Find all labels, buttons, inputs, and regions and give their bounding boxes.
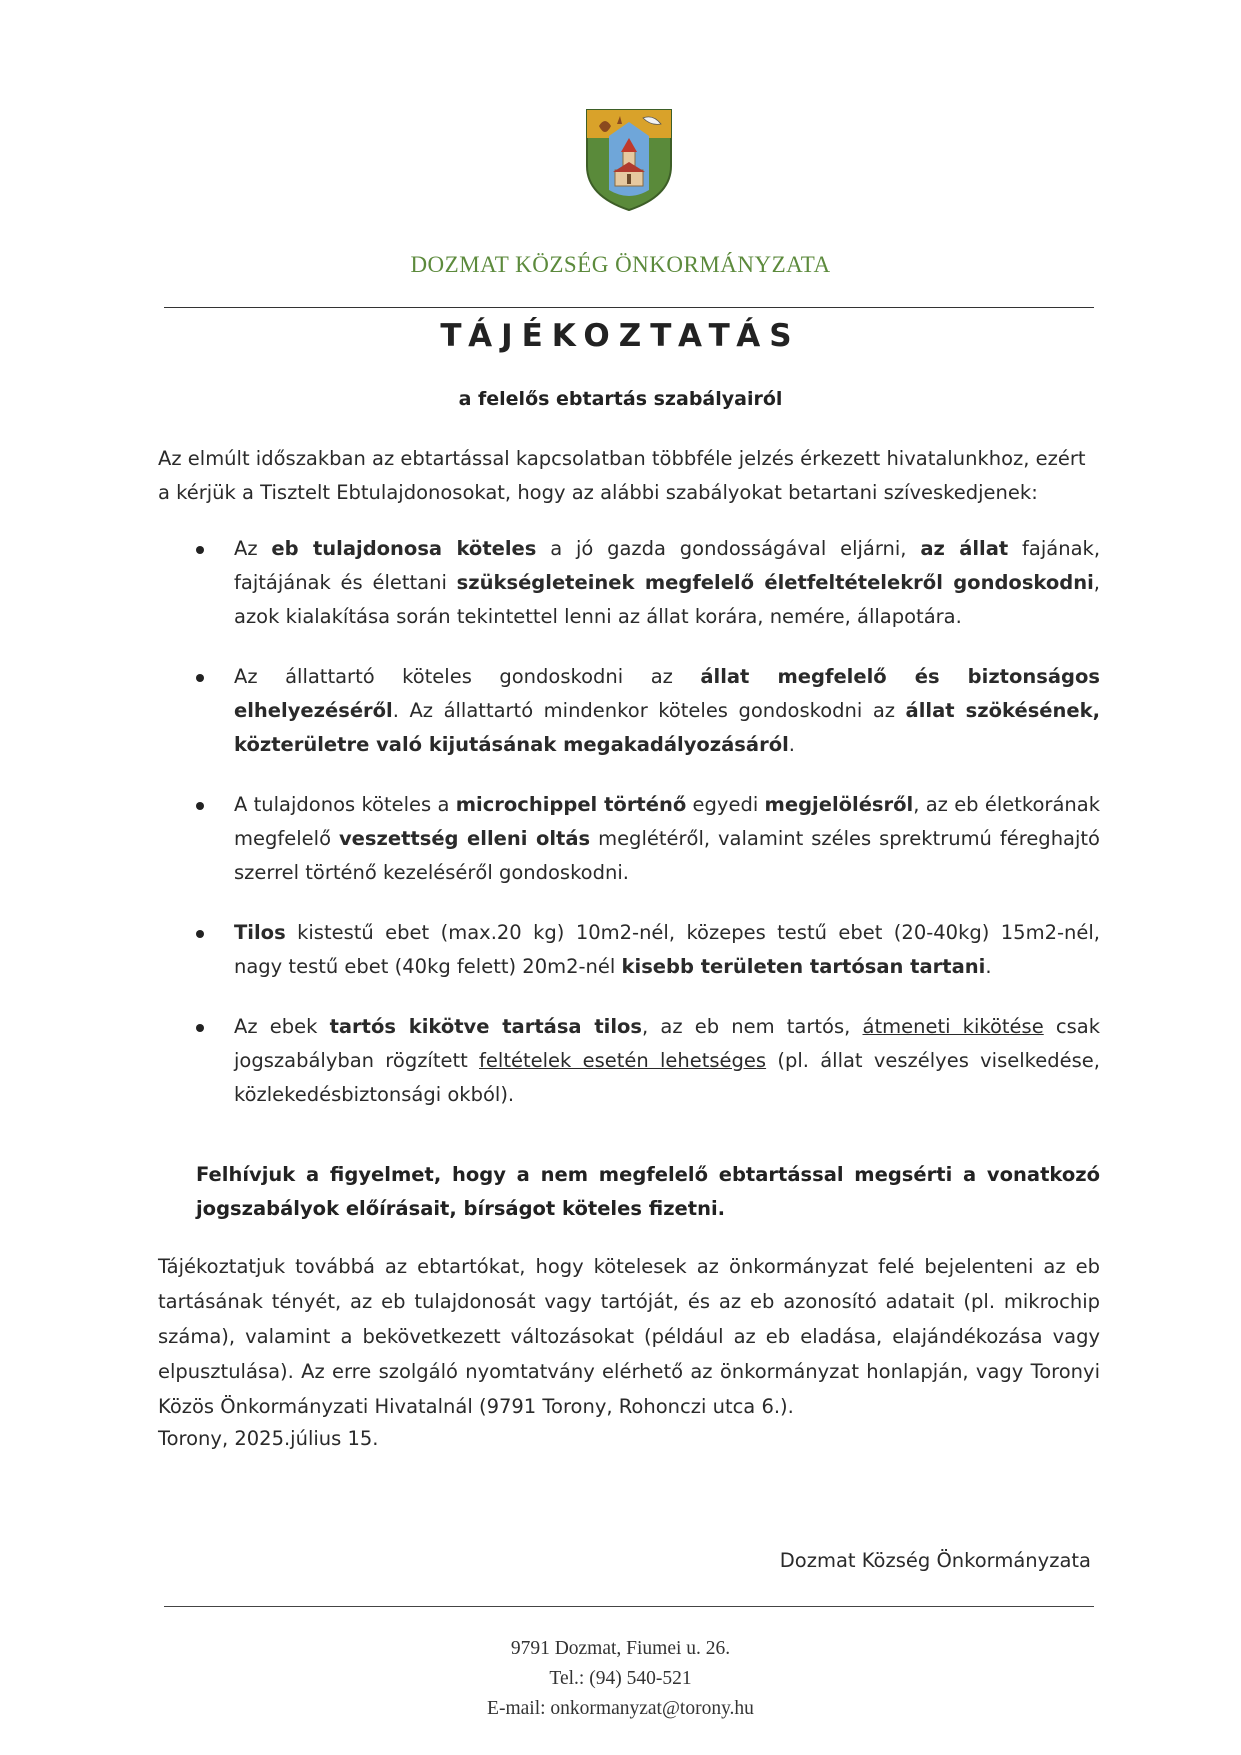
rule-segment: Tilos — [234, 921, 286, 944]
rule-segment: az állat — [920, 537, 1009, 560]
rule-segment: állat szökésének, közterületre való kijutásának megakadályozásáról — [234, 699, 1101, 756]
rule-segment: (pl. állat veszélyes viselkedése, közlekedésbiztonsági okból). — [234, 1049, 1100, 1106]
rule-segment: , az eb nem tartós, — [642, 1015, 863, 1038]
notification-paragraph: Tájékoztatjuk továbbá az ebtartókat, hogy kötelesek az önkormányzat felé bejelenteni az eb tartásának tényét, az eb tulajdonosát vagy tartóját, és az eb azonosító adatait (pl. mikrochip száma), valamint a bekövetkezett változásokat (például az eb eladása, elajándékozása vagy elpusztulása). Az erre szolgáló nyomtatvány elérhető az önkormányzat honlapján, vagy Toronyi Közös Önkormányzati Hivatalnál (9791 Torony, Rohonczi utca 6.). — [158, 1255, 1100, 1418]
warning-paragraph: Felhívjuk a figyelmet, hogy a nem megfelelő ebtartással megsérti a vonatkozó jogszabályok előírásait, bírságot köteles fizetni. — [196, 1163, 1100, 1220]
footer-email[interactable]: E-mail: onkormanyzat@torony.hu — [487, 1698, 754, 1719]
rule-segment: veszettség elleni oltás — [338, 827, 591, 850]
rule-item — [196, 660, 1100, 762]
dateline: Torony, 2025.július 15. — [158, 1427, 379, 1450]
rule-segment: Az ebek — [234, 1015, 330, 1038]
rule-text — [234, 921, 1100, 978]
rule-text — [234, 793, 1100, 884]
rule-segment: Az — [234, 537, 272, 560]
rule-segment: . Az állattartó mindenkor köteles gondoskodni az — [392, 699, 906, 722]
rule-item — [196, 916, 1100, 984]
rule-segment: fajának, fajtájának és élettani — [234, 537, 1101, 594]
rule-segment: , az eb életkorának megfelelő — [234, 793, 1100, 850]
rule-item — [196, 788, 1100, 890]
footer — [0, 1634, 1241, 1724]
rule-segment: meglétéről, valamint széles sprektrumú féreghajtó szerrel történő kezeléséről gondoskodni. — [234, 827, 1100, 884]
intro-paragraph: Az elmúlt időszakban az ebtartással kapcsolatban többféle jelzés érkezett hivatalunkhoz, ezért a kérjük a Tisztelt Ebtulajdonosokat, hogy az alábbi szabályokat betartani szíveskedjenek: — [158, 447, 1086, 504]
rule-item — [196, 532, 1100, 634]
rule-segment: , azok kialakítása során tekintettel lenni az állat korára, nemére, állapotára. — [234, 571, 1100, 628]
rules-list — [196, 532, 1100, 1138]
bullet-icon — [196, 1024, 204, 1032]
header-divider — [164, 307, 1094, 308]
rule-text — [234, 537, 1100, 628]
coat-of-arms-icon — [585, 108, 673, 212]
rule-segment: szükségleteinek megfelelő életfeltételekről gondoskodni — [456, 571, 1094, 594]
rule-text — [234, 1015, 1100, 1106]
rule-text — [234, 665, 1100, 756]
bullet-icon — [196, 546, 204, 554]
footer-address: 9791 Dozmat, Fiumei u. 26. — [510, 1638, 731, 1659]
rule-segment: feltételek esetén lehetséges — [479, 1049, 767, 1072]
document-title: TÁJÉKOZTATÁS — [440, 318, 801, 354]
rule-segment: csak jogszabályban rögzített — [234, 1015, 1101, 1072]
bullet-icon — [196, 930, 204, 938]
bullet-icon — [196, 802, 204, 810]
rule-segment: eb tulajdonosa köteles — [271, 537, 537, 560]
rule-segment: kisebb területen tartósan tartani — [621, 955, 986, 978]
organization-name: DOZMAT KÖZSÉG ÖNKORMÁNYZATA — [410, 252, 831, 277]
rule-segment: . — [788, 733, 795, 756]
rule-segment: egyedi — [686, 793, 765, 816]
signature: Dozmat Község Önkormányzata — [779, 1549, 1091, 1572]
rule-item — [196, 1010, 1100, 1112]
footer-divider — [164, 1606, 1094, 1607]
rule-segment: A tulajdonos köteles a — [234, 793, 456, 816]
rule-segment: tartós kikötve tartása tilos — [329, 1015, 643, 1038]
footer-phone: Tel.: (94) 540-521 — [549, 1668, 692, 1689]
rule-segment: microchippel történő — [455, 793, 687, 816]
rule-segment: a jó gazda gondosságával eljárni, — [536, 537, 921, 560]
rule-segment: kistestű ebet (max.20 kg) 10m2-nél, közepes testű ebet (20-40kg) 15m2-nél, nagy testű ebet (40kg felett) 20m2-nél — [234, 921, 1100, 978]
rule-segment: állat megfelelő és biztonságos elhelyezéséről — [234, 665, 1100, 722]
bullet-icon — [196, 674, 204, 682]
rule-segment: . — [985, 955, 992, 978]
document-subtitle: a felelős ebtartás szabályairól — [458, 388, 783, 410]
rule-segment: megjelölésről — [764, 793, 914, 816]
rule-segment: átmeneti kikötése — [862, 1015, 1044, 1038]
rule-segment: Az állattartó köteles gondoskodni az — [234, 665, 701, 688]
